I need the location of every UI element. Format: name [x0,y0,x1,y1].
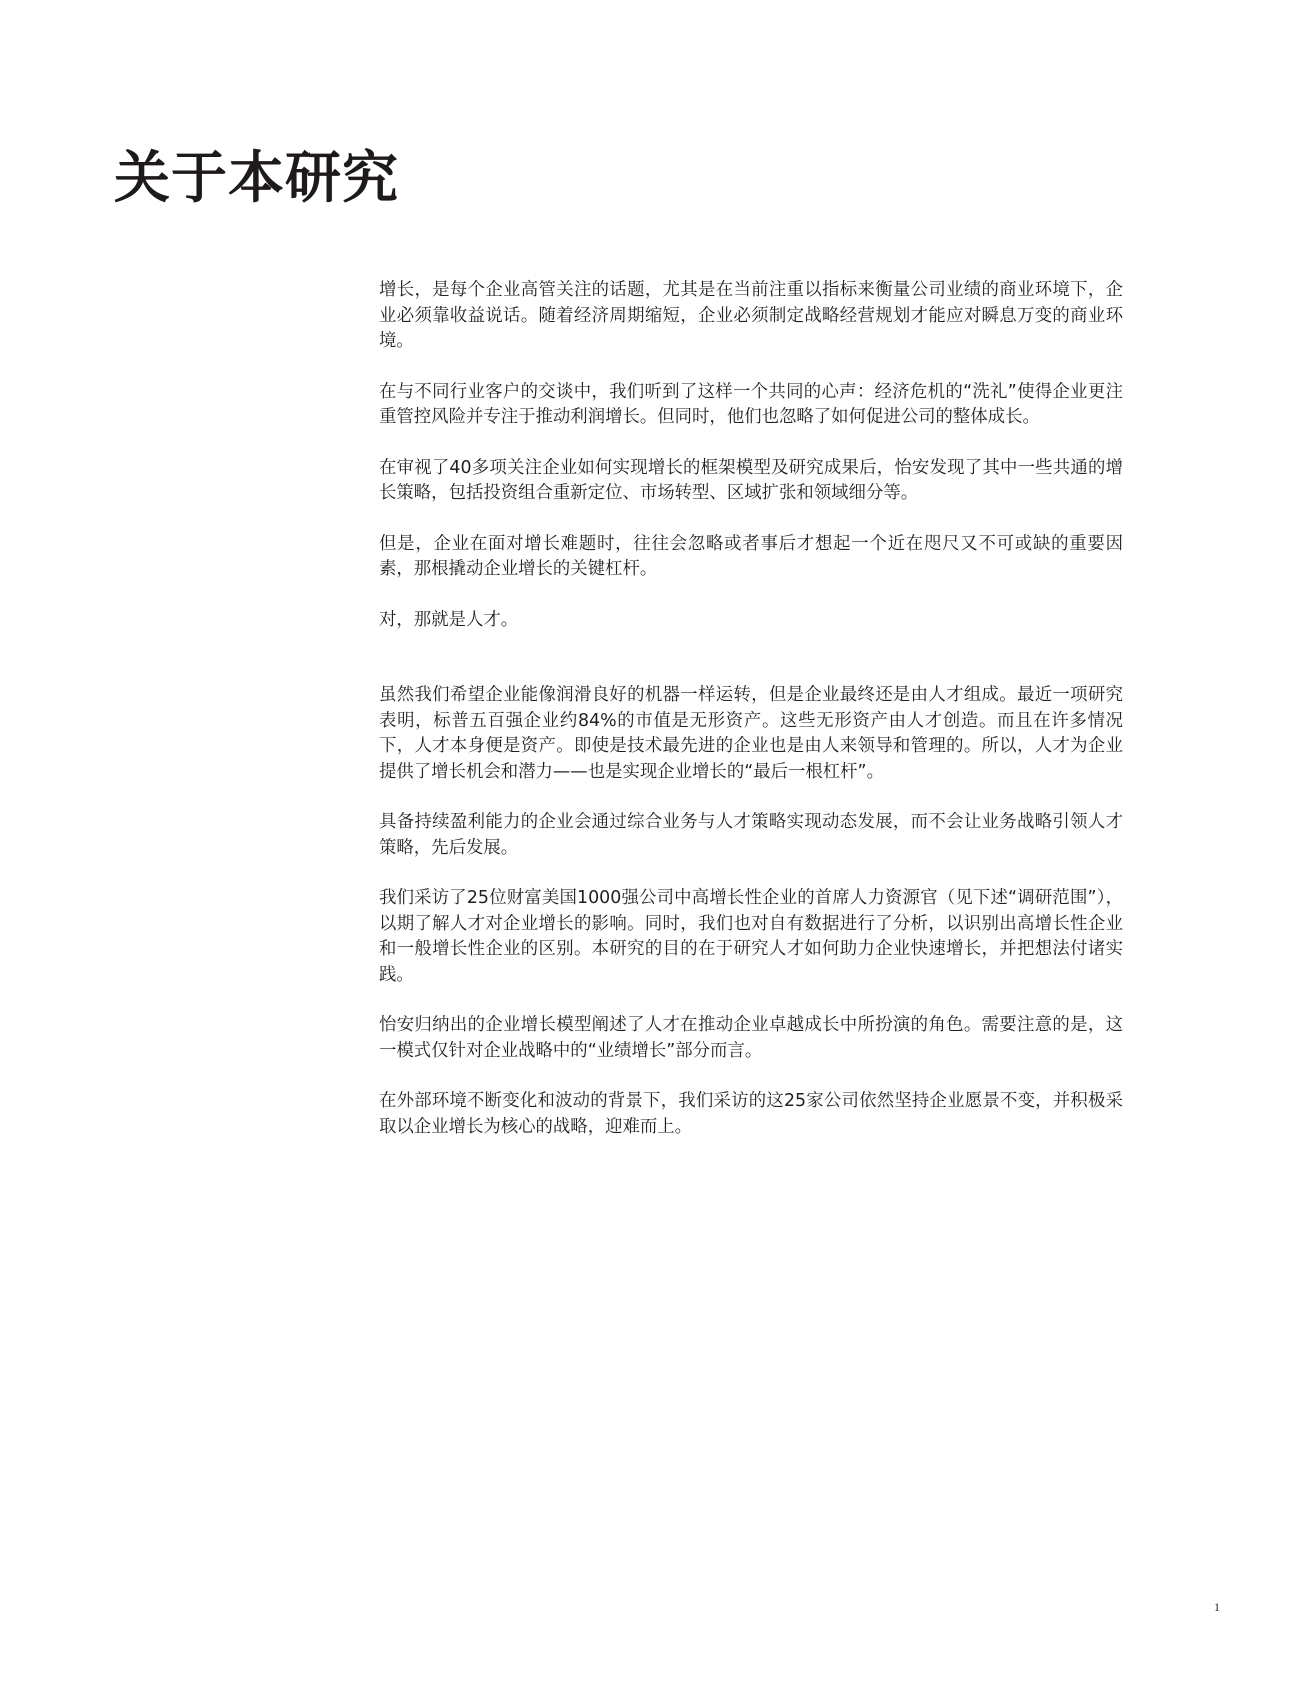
paragraph: 增长，是每个企业高管关注的话题，尤其是在当前注重以指标来衡量公司业绩的商业环境下，企业必须靠收益说话。随着经济周期缩短，企业必须制定战略经营规划才能应对瞬息万变的商业环境。 [379,280,1123,351]
paragraph: 但是，企业在面对增长难题时，往往会忽略或者事后才想起一个近在咫尺又不可或缺的重要因素，那根撬动企业增长的关键杠杆。 [379,533,1123,579]
body-text [379,278,1123,1165]
paragraph: 对，那就是人才。 [379,609,519,630]
page-title: 关于本研究 [114,146,399,211]
paragraph: 虽然我们希望企业能像润滑良好的机器一样运转，但是企业最终还是由人才组成。最近一项研究表明，标普五百强企业约84%的市值是无形资产。这些无形资产由人才创造。而且在许多情况下，人才本身便是资产。即使是技术最先进的企业也是由人来领导和管理的。所以，人才为企业提供了增长机会和潜力——也是实现企业增长的“最后一根杠杆”。 [379,685,1123,782]
paragraph: 在审视了40多项关注企业如何实现增长的框架模型及研究成果后，怡安发现了其中一些共通的增长策略，包括投资组合重新定位、市场转型、区域扩张和领域细分等。 [379,457,1123,503]
paragraph: 在外部环境不断变化和波动的背景下，我们采访的这25家公司依然坚持企业愿景不变，并积极采取以企业增长为核心的战略，迎难而上。 [379,1091,1123,1137]
page-number: 1 [1214,1600,1220,1614]
paragraph: 怡安归纳出的企业增长模型阐述了人才在推动企业卓越成长中所扮演的角色。需要注意的是，这一模式仅针对企业战略中的“业绩增长”部分而言。 [379,1015,1123,1061]
paragraph: 具备持续盈利能力的企业会通过综合业务与人才策略实现动态发展，而不会让业务战略引领人才策略，先后发展。 [379,812,1123,858]
paragraph: 我们采访了25位财富美国1000强公司中高增长性企业的首席人力资源官（见下述“调研范围”），以期了解人才对企业增长的影响。同时，我们也对自有数据进行了分析，以识别出高增长性企业和一般增长性企业的区别。本研究的目的在于研究人才如何助力企业快速增长，并把想法付诸实践。 [379,888,1123,985]
paragraph: 在与不同行业客户的交谈中，我们听到了这样一个共同的心声：经济危机的“洗礼”使得企业更注重管控风险并专注于推动利润增长。但同时，他们也忽略了如何促进公司的整体成长。 [379,381,1123,427]
